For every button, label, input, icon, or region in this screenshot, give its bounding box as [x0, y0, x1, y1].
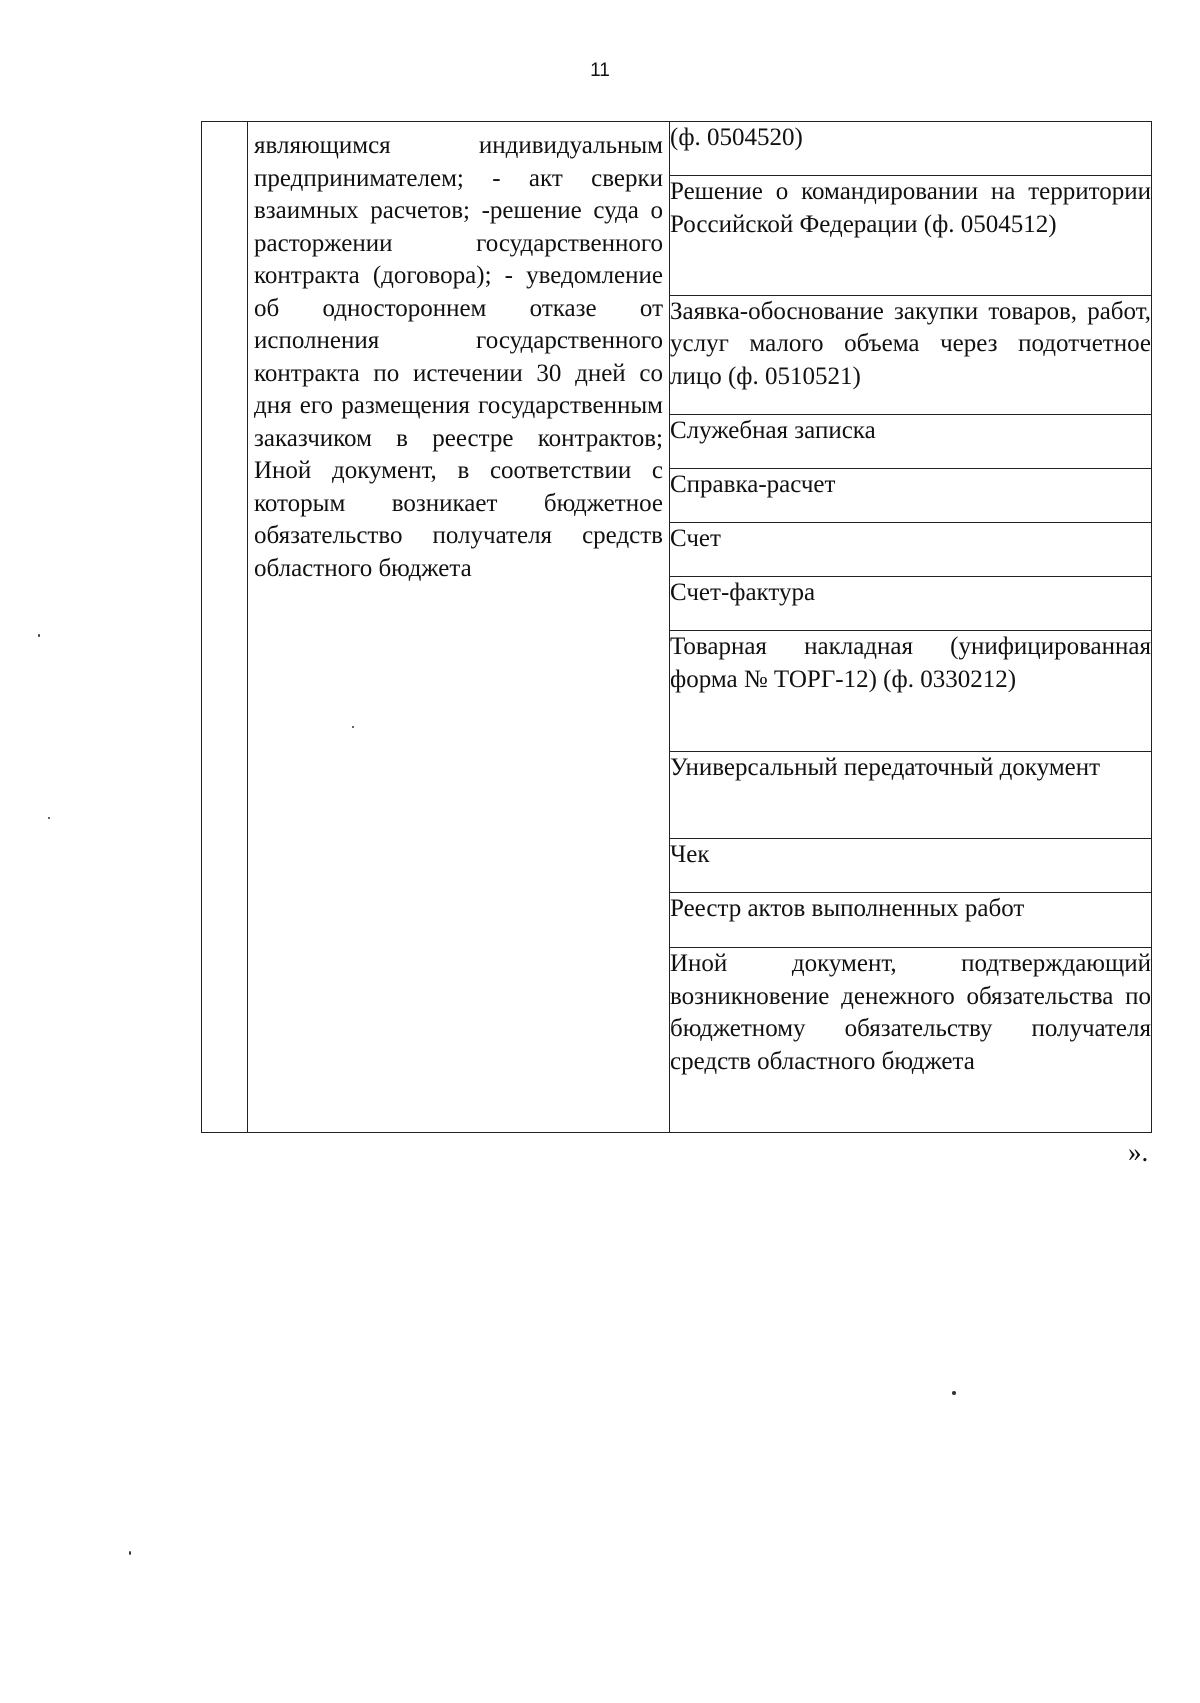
- scan-speck: [952, 1391, 956, 1395]
- table-row-calculation-note: Справка-расчет: [670, 469, 1152, 523]
- scan-speck: [352, 726, 354, 728]
- paragraph-court-decision: -решение суда о расторжении государственного контракта (договора);: [254, 197, 663, 289]
- blank-column-cell: [202, 122, 248, 1133]
- table-row-receipt: Чек: [670, 839, 1152, 893]
- table-row-invoice: Счет: [670, 523, 1152, 577]
- table-row-memo: Служебная записка: [670, 414, 1152, 468]
- document-table: [201, 121, 1152, 1133]
- table-row-tax-invoice: Счет-фактура: [670, 577, 1152, 631]
- paragraph-other-document: Иной документ, в соответствии с которым возникает бюджетное обязательство получателя средств областного бюджета: [254, 457, 663, 582]
- page-number: 11: [590, 60, 610, 81]
- table-row-work-acts-register: Реестр актов выполненных работ: [670, 893, 1152, 948]
- paragraph-reconciliation-act: - акт сверки взаимных расчетов;: [254, 164, 663, 224]
- table-row-purchase-request: Заявка-обоснование закупки товаров, работ, услуг малого объема через подотчетное лицо (ф. 0510521): [670, 295, 1152, 414]
- table-row-universal-transfer-document: Универсальный передаточный документ: [670, 751, 1152, 838]
- scan-speck: [48, 817, 50, 819]
- paragraph-unilateral-refusal: - уведомление об одностороннем отказе от исполнения государственного контракта по истечении 30 дней со дня его размещения государственным заказчиком в реестре контрактов;: [254, 262, 664, 452]
- table-row-other-document: Иной документ, подтверждающий возникновение денежного обязательства по бюджетному обязательству получателя средств областного бюджета: [670, 948, 1152, 1133]
- scan-speck: [129, 1551, 131, 1555]
- table-row-form-0504520: (ф. 0504520): [670, 122, 1152, 176]
- paragraph-entrepreneur: являющимся индивидуальным предпринимателем;: [254, 132, 663, 192]
- scan-speck: [38, 634, 40, 637]
- table-row-business-trip-decision: Решение о командировании на территории Российской Федерации (ф. 0504512): [670, 176, 1152, 295]
- closing-quote-mark: ».: [1128, 1137, 1149, 1167]
- obligation-documents-cell: [248, 122, 670, 1133]
- table-row-waybill: Товарная накладная (унифицированная форма № ТОРГ-12) (ф. 0330212): [670, 631, 1152, 751]
